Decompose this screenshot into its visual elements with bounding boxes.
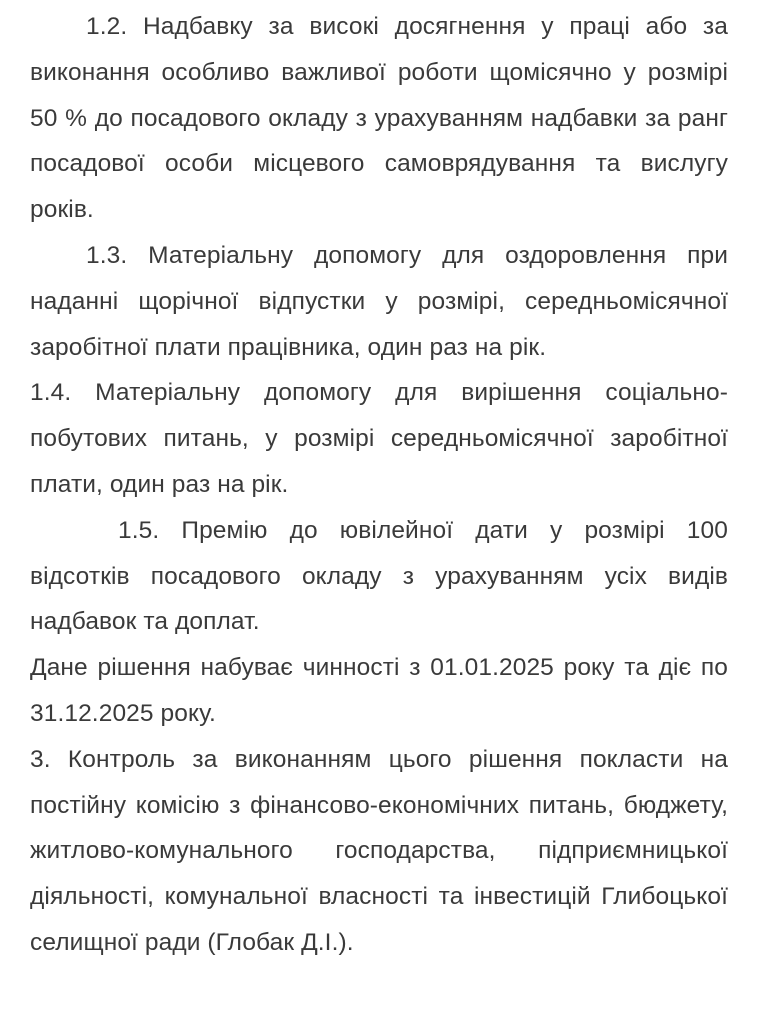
paragraph-3-control: 3. Контроль за виконанням цього рішення покласти на постійну комісію з фінансово-економічних питань, бюджету, житлово-комунального господарства, підприємницької діяльності, комунальної власності та інвестицій Глибоцької селищної ради (Глобак Д.І.). <box>30 745 728 956</box>
document-body <box>30 4 728 966</box>
paragraph-1-5: 1.5. Премію до ювілейної дати у розмірі 100 відсотків посадового окладу з урахуванням усіх видів надбавок та доплат. <box>30 516 728 636</box>
paragraph-1-2: 1.2. Надбавку за високі досягнення у праці або за виконання особливо важливої роботи щомісячно у розмірі 50 % до посадового окладу з урахуванням надбавки за ранг посадової особи місцевого самоврядування та вислугу років. <box>30 13 728 224</box>
paragraph-1-3: 1.3. Матеріальну допомогу для оздоровлення при наданні щорічної відпустки у розмірі, середньомісячної заробітної плати працівника, один раз на рік. <box>30 241 728 361</box>
paragraph-1-4: 1.4. Матеріальну допомогу для вирішення соціально-побутових питань, у розмірі середньомісячної заробітної плати, один раз на рік. <box>30 379 728 498</box>
paragraph-effective-date: Дане рішення набуває чинності з 01.01.2025 року та діє по 31.12.2025 року. <box>30 654 728 727</box>
